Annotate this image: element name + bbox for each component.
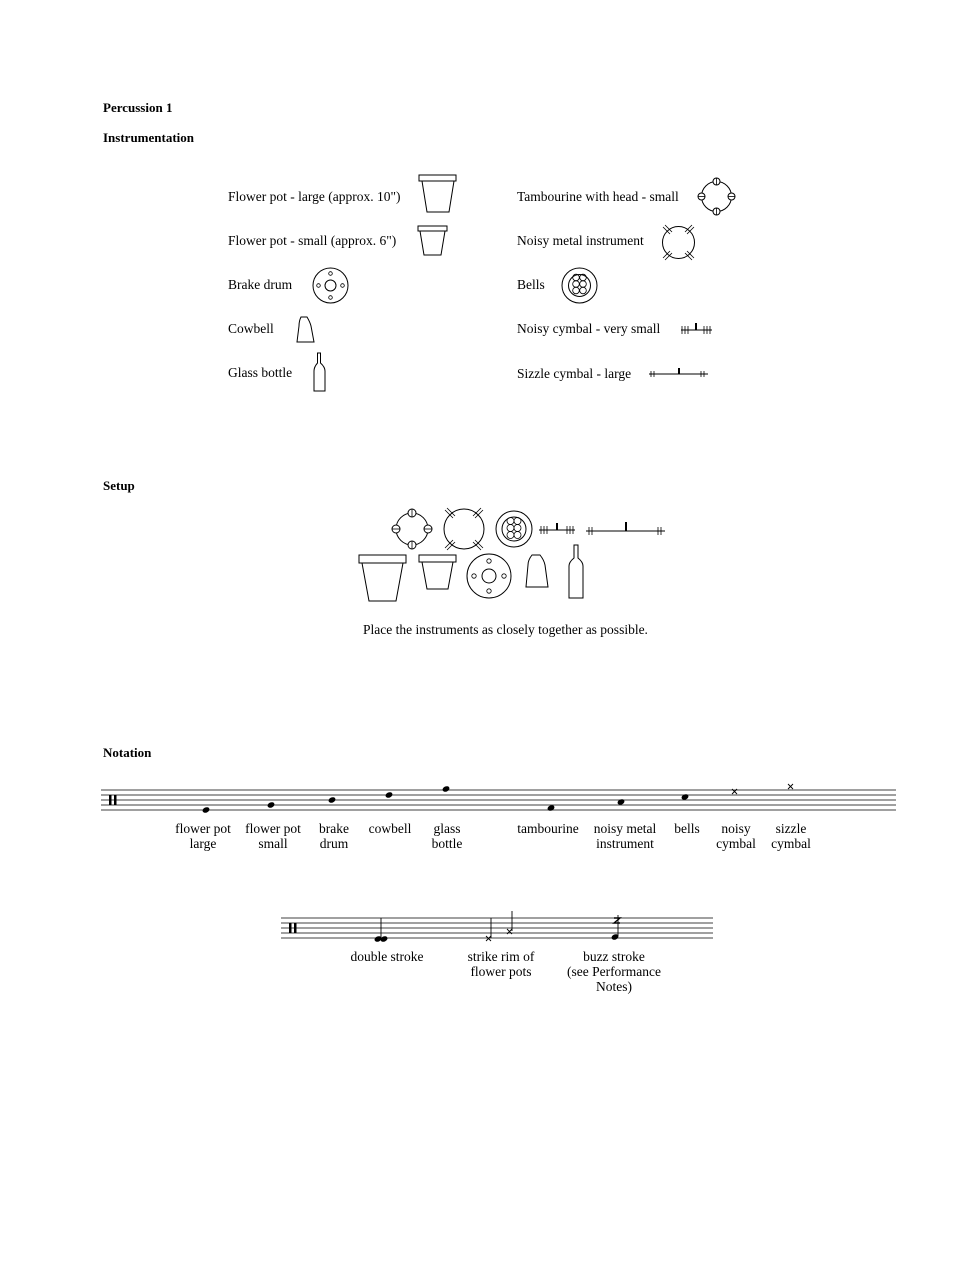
notation-heading: Notation: [103, 745, 152, 760]
notation-label-tambourine: tambourine: [517, 821, 579, 836]
notation-label-noisy-cymbal: noisy cymbal: [716, 821, 756, 851]
flower-pot-large-icon: [418, 174, 458, 214]
notation-label-strike-rim: strike rim of flower pots: [467, 949, 535, 979]
glass-bottle-icon: [312, 352, 328, 394]
notation-staff-1: [101, 785, 897, 815]
setup-bells-icon: [496, 511, 532, 547]
note-glass-bottle: [442, 785, 451, 793]
note-brake-drum: [328, 796, 337, 804]
setup-sizzle-cymbal-icon: [586, 522, 665, 535]
note-strike-rim: [486, 911, 512, 941]
setup-noisy-metal-icon: [444, 508, 484, 550]
notation-label-cowbell: cowbell: [368, 821, 412, 836]
notation-label-sizzle-cymbal: sizzle cymbal: [771, 821, 811, 851]
setup-diagram: [355, 505, 675, 607]
setup-flower-pot-large-icon: [359, 555, 406, 601]
cowbell-icon: [296, 316, 316, 344]
instrument-label-tambourine: Tambourine with head - small: [517, 189, 679, 204]
instrument-label-flower-pot-small: Flower pot - small (approx. 6"): [228, 233, 397, 248]
instrument-label-brake-drum: Brake drum: [228, 277, 293, 292]
page-title: Percussion 1: [103, 100, 173, 115]
notation-label-flower-pot-small: flower pot small: [245, 821, 301, 851]
setup-noisy-cymbal-icon: [539, 523, 575, 534]
note-cowbell: [385, 791, 394, 799]
noisy-cymbal-icon: [680, 322, 714, 336]
instrument-label-sizzle-cymbal: Sizzle cymbal - large: [517, 366, 632, 381]
notation-label-bells: bells: [674, 821, 700, 836]
note-sizzle-cymbal: [788, 784, 793, 789]
setup-flower-pot-small-icon: [419, 555, 456, 589]
setup-heading: Setup: [103, 478, 135, 493]
setup-cowbell-icon: [526, 555, 548, 587]
notation-label-brake-drum: brake drum: [319, 821, 349, 851]
notation-staff-2: [281, 910, 715, 946]
instrument-label-noisy-metal: Noisy metal instrument: [517, 233, 644, 248]
instrument-label-cowbell: Cowbell: [228, 321, 274, 336]
flower-pot-small-icon: [417, 225, 449, 257]
bells-icon: [561, 267, 599, 305]
setup-caption: Place the instruments as closely together as possible.: [363, 622, 648, 637]
tambourine-icon: [697, 177, 737, 217]
brake-drum-icon: [312, 267, 350, 305]
instrument-label-glass-bottle: Glass bottle: [228, 365, 293, 380]
setup-glass-bottle-icon: [569, 545, 583, 598]
notation-label-flower-pot-large: flower pot large: [175, 821, 231, 851]
setup-brake-drum-icon: [467, 554, 511, 598]
notation-label-noisy-metal: noisy metal instrument: [593, 821, 657, 851]
instrumentation-heading: Instrumentation: [103, 130, 195, 145]
sizzle-cymbal-icon: [648, 366, 710, 380]
instrument-label-noisy-cymbal: Noisy cymbal - very small: [517, 321, 661, 336]
instrument-label-flower-pot-large: Flower pot - large (approx. 10"): [228, 189, 401, 204]
setup-tambourine-icon: [392, 509, 432, 549]
noisy-metal-icon: [660, 224, 698, 262]
notation-label-glass-bottle: glass bottle: [431, 821, 463, 851]
note-flower-pot-small: [267, 801, 276, 809]
note-flower-pot-large: [202, 806, 211, 814]
instrument-label-bells: Bells: [517, 277, 545, 292]
note-double-stroke: [374, 918, 389, 943]
notation-label-double-stroke: double stroke: [350, 949, 424, 964]
notation-label-buzz-stroke: buzz stroke (see Performance Notes): [566, 949, 662, 994]
